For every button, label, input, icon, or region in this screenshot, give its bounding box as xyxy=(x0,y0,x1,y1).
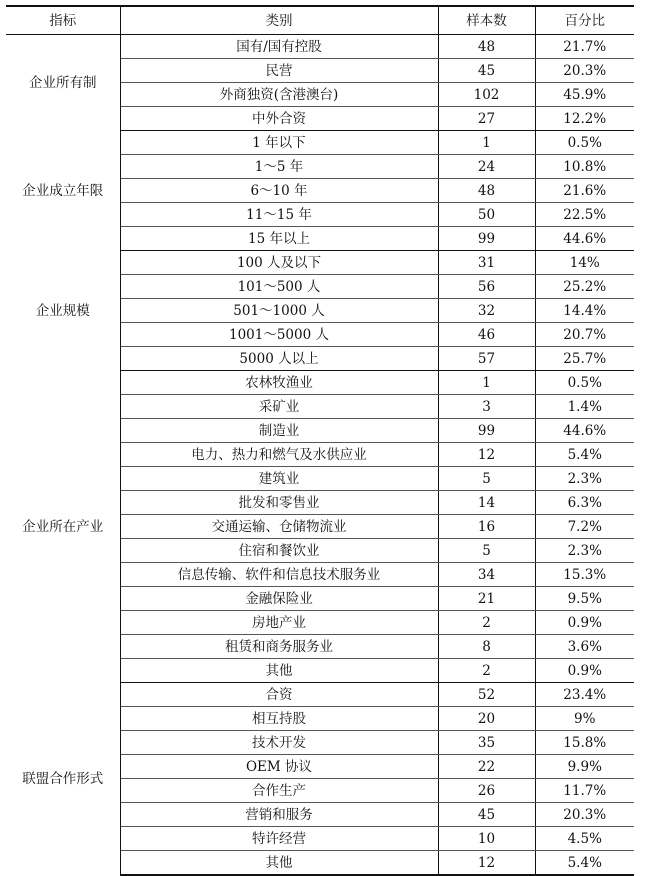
category-cell: 民营 xyxy=(120,59,438,83)
percent-cell: 0.5% xyxy=(535,131,634,155)
count-cell: 12 xyxy=(438,851,535,876)
category-cell: 100 人及以下 xyxy=(120,251,438,275)
count-cell: 48 xyxy=(438,35,535,59)
table-row xyxy=(6,35,634,59)
percent-cell: 5.4% xyxy=(535,443,634,467)
count-cell: 2 xyxy=(438,611,535,635)
percent-cell: 14.4% xyxy=(535,299,634,323)
category-cell: 农林牧渔业 xyxy=(120,371,438,395)
percent-cell: 12.2% xyxy=(535,107,634,131)
count-cell: 10 xyxy=(438,827,535,851)
category-cell: 5000 人以上 xyxy=(120,347,438,371)
count-cell: 35 xyxy=(438,731,535,755)
category-cell: 合作生产 xyxy=(120,779,438,803)
count-cell: 27 xyxy=(438,107,535,131)
count-cell: 46 xyxy=(438,323,535,347)
category-cell: 营销和服务 xyxy=(120,803,438,827)
header-category: 类别 xyxy=(120,6,438,35)
percent-cell: 23.4% xyxy=(535,683,634,707)
count-cell: 22 xyxy=(438,755,535,779)
indicator-cell: 企业所有制 xyxy=(6,35,120,131)
category-cell: 11～15 年 xyxy=(120,203,438,227)
category-cell: 外商独资(含港澳台) xyxy=(120,83,438,107)
percent-cell: 15.3% xyxy=(535,563,634,587)
count-cell: 50 xyxy=(438,203,535,227)
category-cell: 住宿和餐饮业 xyxy=(120,539,438,563)
count-cell: 45 xyxy=(438,59,535,83)
category-cell: 批发和零售业 xyxy=(120,491,438,515)
percent-cell: 4.5% xyxy=(535,827,634,851)
count-cell: 32 xyxy=(438,299,535,323)
percent-cell: 21.7% xyxy=(535,35,634,59)
count-cell: 24 xyxy=(438,155,535,179)
percent-cell: 10.8% xyxy=(535,155,634,179)
percent-cell: 0.5% xyxy=(535,371,634,395)
table-row xyxy=(6,371,634,395)
category-cell: 6～10 年 xyxy=(120,179,438,203)
percent-cell: 3.6% xyxy=(535,635,634,659)
header-count: 样本数 xyxy=(438,6,535,35)
indicator-cell: 企业所在产业 xyxy=(6,371,120,683)
percent-cell: 20.3% xyxy=(535,803,634,827)
percent-cell: 2.3% xyxy=(535,539,634,563)
percent-cell: 6.3% xyxy=(535,491,634,515)
category-cell: 电力、热力和燃气及水供应业 xyxy=(120,443,438,467)
count-cell: 102 xyxy=(438,83,535,107)
category-cell: 101～500 人 xyxy=(120,275,438,299)
percent-cell: 20.7% xyxy=(535,323,634,347)
table-header xyxy=(6,6,634,35)
header-row xyxy=(6,6,634,35)
percent-cell: 9.5% xyxy=(535,587,634,611)
table-row xyxy=(6,131,634,155)
count-cell: 8 xyxy=(438,635,535,659)
indicator-cell: 联盟合作形式 xyxy=(6,683,120,876)
category-cell: 其他 xyxy=(120,659,438,683)
count-cell: 56 xyxy=(438,275,535,299)
category-cell: 国有/国有控股 xyxy=(120,35,438,59)
count-cell: 20 xyxy=(438,707,535,731)
category-cell: 特许经营 xyxy=(120,827,438,851)
category-cell: 其他 xyxy=(120,851,438,876)
count-cell: 99 xyxy=(438,227,535,251)
count-cell: 3 xyxy=(438,395,535,419)
percent-cell: 25.7% xyxy=(535,347,634,371)
percent-cell: 15.8% xyxy=(535,731,634,755)
percent-cell: 21.6% xyxy=(535,179,634,203)
statistics-table xyxy=(6,5,634,876)
category-cell: 采矿业 xyxy=(120,395,438,419)
category-cell: 金融保险业 xyxy=(120,587,438,611)
count-cell: 1 xyxy=(438,131,535,155)
percent-cell: 14% xyxy=(535,251,634,275)
count-cell: 57 xyxy=(438,347,535,371)
category-cell: 交通运输、仓储物流业 xyxy=(120,515,438,539)
percent-cell: 0.9% xyxy=(535,611,634,635)
count-cell: 45 xyxy=(438,803,535,827)
count-cell: 5 xyxy=(438,467,535,491)
category-cell: 1001～5000 人 xyxy=(120,323,438,347)
count-cell: 31 xyxy=(438,251,535,275)
category-cell: 相互持股 xyxy=(120,707,438,731)
count-cell: 5 xyxy=(438,539,535,563)
percent-cell: 11.7% xyxy=(535,779,634,803)
table-body xyxy=(6,35,634,876)
category-cell: 501～1000 人 xyxy=(120,299,438,323)
count-cell: 48 xyxy=(438,179,535,203)
percent-cell: 20.3% xyxy=(535,59,634,83)
indicator-cell: 企业成立年限 xyxy=(6,131,120,251)
count-cell: 12 xyxy=(438,443,535,467)
indicator-cell: 企业规模 xyxy=(6,251,120,371)
category-cell: 建筑业 xyxy=(120,467,438,491)
category-cell: OEM 协议 xyxy=(120,755,438,779)
category-cell: 信息传输、软件和信息技术服务业 xyxy=(120,563,438,587)
table-row xyxy=(6,251,634,275)
count-cell: 1 xyxy=(438,371,535,395)
category-cell: 中外合资 xyxy=(120,107,438,131)
percent-cell: 44.6% xyxy=(535,227,634,251)
percent-cell: 9.9% xyxy=(535,755,634,779)
percent-cell: 5.4% xyxy=(535,851,634,876)
count-cell: 14 xyxy=(438,491,535,515)
percent-cell: 45.9% xyxy=(535,83,634,107)
percent-cell: 44.6% xyxy=(535,419,634,443)
count-cell: 34 xyxy=(438,563,535,587)
count-cell: 16 xyxy=(438,515,535,539)
category-cell: 1～5 年 xyxy=(120,155,438,179)
table-row xyxy=(6,683,634,707)
header-indicator: 指标 xyxy=(6,6,120,35)
category-cell: 制造业 xyxy=(120,419,438,443)
percent-cell: 25.2% xyxy=(535,275,634,299)
document-page xyxy=(6,5,634,876)
percent-cell: 2.3% xyxy=(535,467,634,491)
count-cell: 26 xyxy=(438,779,535,803)
count-cell: 52 xyxy=(438,683,535,707)
category-cell: 15 年以上 xyxy=(120,227,438,251)
category-cell: 房地产业 xyxy=(120,611,438,635)
percent-cell: 0.9% xyxy=(535,659,634,683)
percent-cell: 7.2% xyxy=(535,515,634,539)
header-percent: 百分比 xyxy=(535,6,634,35)
count-cell: 99 xyxy=(438,419,535,443)
category-cell: 技术开发 xyxy=(120,731,438,755)
count-cell: 2 xyxy=(438,659,535,683)
percent-cell: 1.4% xyxy=(535,395,634,419)
category-cell: 租赁和商务服务业 xyxy=(120,635,438,659)
category-cell: 合资 xyxy=(120,683,438,707)
category-cell: 1 年以下 xyxy=(120,131,438,155)
count-cell: 21 xyxy=(438,587,535,611)
percent-cell: 9% xyxy=(535,707,634,731)
percent-cell: 22.5% xyxy=(535,203,634,227)
